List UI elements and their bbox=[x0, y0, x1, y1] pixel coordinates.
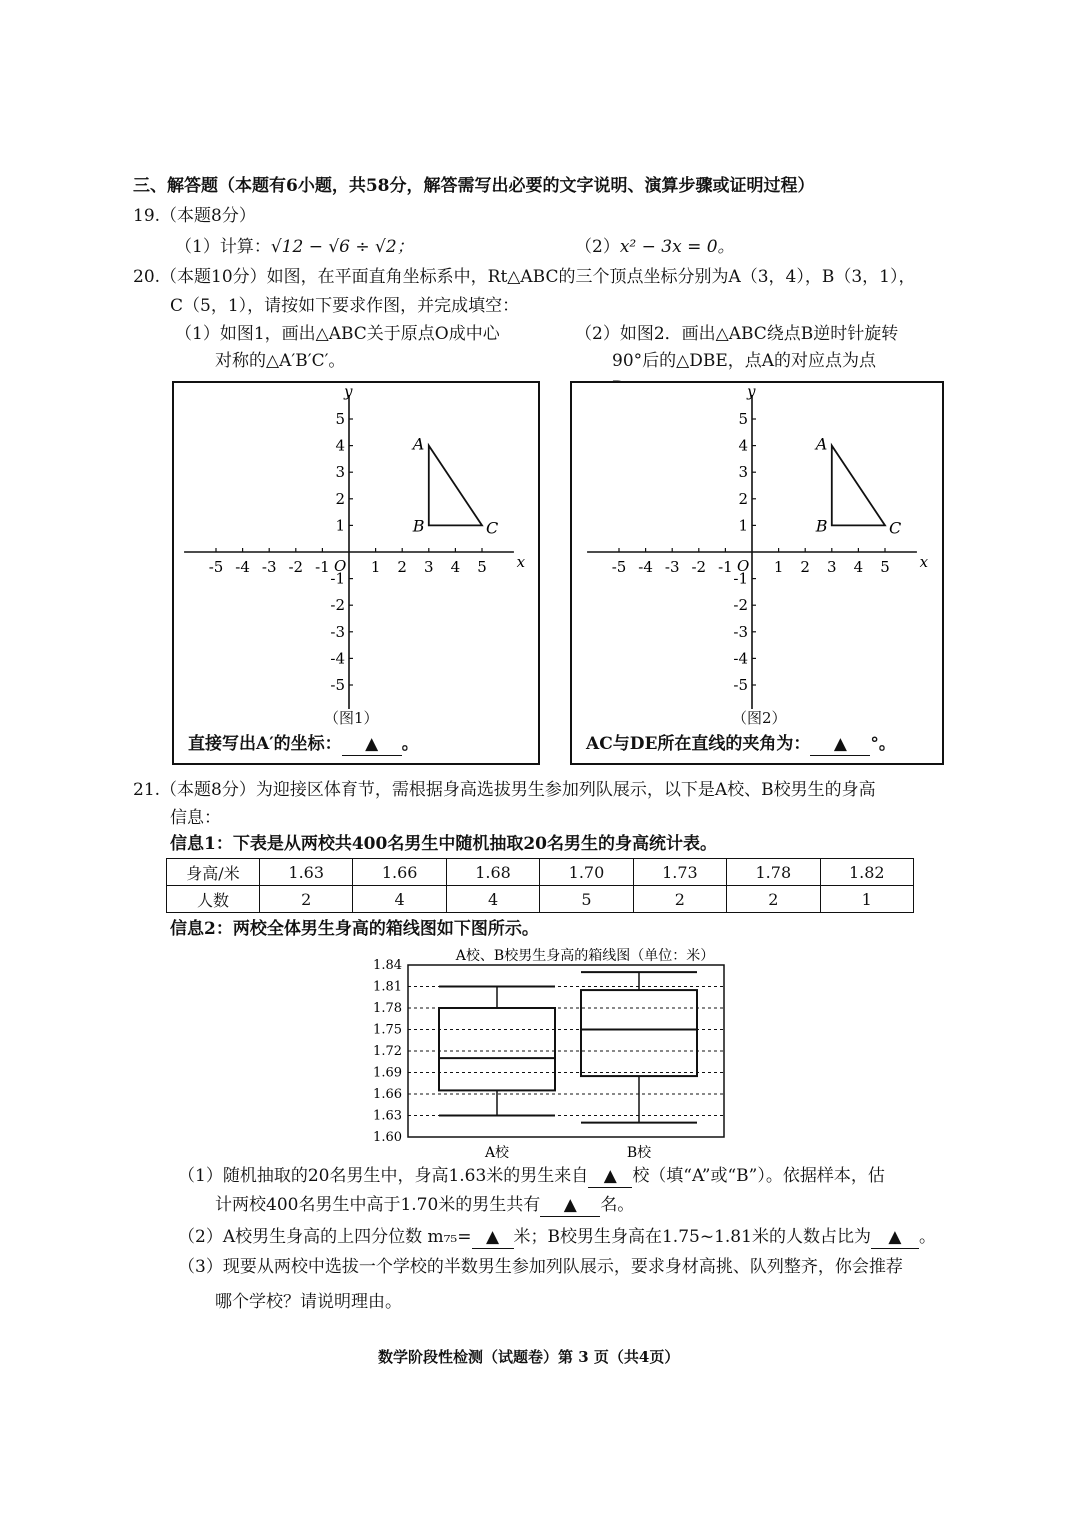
x-axis-label: x bbox=[919, 553, 929, 571]
table-row bbox=[167, 886, 914, 913]
q21-header: 21.（本题8分）为迎接区体育节，需根据身高选拔男生参加列队展示，以下是A校、B校男生的身高 bbox=[133, 780, 876, 800]
y-tick-label: 3 bbox=[335, 463, 345, 482]
y-tick-label: 1.63 bbox=[373, 1108, 402, 1124]
figure-1 bbox=[172, 381, 540, 765]
x-tick-label: -4 bbox=[235, 558, 250, 576]
y-axis-label: y bbox=[344, 383, 353, 401]
table-row-label: 身高/米 bbox=[167, 859, 260, 886]
q21-q1-text-a: （1）随机抽取的20名男生中，身高1.63米的男生来自 bbox=[178, 1166, 589, 1186]
table-cell: 1.82 bbox=[820, 859, 913, 886]
q20-part1-line2: 对称的△A′B′C′。 bbox=[215, 351, 346, 371]
figure-1-caption: （图1） bbox=[324, 709, 379, 727]
x-tick-label: 3 bbox=[827, 558, 837, 576]
y-tick-label: -3 bbox=[330, 622, 345, 641]
q20-header2: C（5，1），请按如下要求作图，并完成填空： bbox=[170, 296, 520, 316]
origin-label: O bbox=[334, 557, 347, 575]
x-tick-label: -2 bbox=[691, 558, 707, 576]
table-cell: 1.70 bbox=[540, 859, 633, 886]
y-tick-label: 1.72 bbox=[373, 1044, 402, 1059]
x-tick-label: 4 bbox=[853, 558, 864, 576]
x-tick-label: 3 bbox=[424, 558, 434, 576]
y-tick-label: -4 bbox=[330, 649, 345, 668]
point-b-label: B bbox=[815, 516, 828, 536]
y-tick-label: -2 bbox=[733, 596, 748, 615]
q21-q1-blank-2[interactable]: ▲ bbox=[540, 1194, 600, 1217]
table-cell: 5 bbox=[540, 886, 633, 913]
y-axis-label: y bbox=[747, 383, 756, 401]
table-cell: 4 bbox=[446, 886, 539, 913]
q21-q2-blank-1[interactable]: ▲ bbox=[472, 1226, 514, 1249]
y-tick-label: -4 bbox=[733, 649, 748, 668]
q21-q1-text-c: 计两校400名男生中高于1.70米的男生共有 bbox=[215, 1195, 541, 1215]
table-cell: 1.66 bbox=[353, 859, 446, 886]
figure-2-answer bbox=[586, 733, 896, 756]
coordinate-grid-2 bbox=[572, 383, 942, 763]
x-tick-label: -5 bbox=[208, 558, 224, 576]
x-tick-label: -4 bbox=[638, 558, 653, 576]
q21-q1-text-b: 校（填“A”或“B”）。依据样本，估 bbox=[632, 1166, 885, 1186]
x-tick-label: 4 bbox=[450, 558, 461, 576]
q21-q2-blank-2[interactable]: ▲ bbox=[871, 1226, 919, 1249]
y-tick-label: 1 bbox=[738, 516, 748, 535]
figure-1-answer bbox=[188, 733, 419, 756]
y-tick-label: 2 bbox=[335, 489, 345, 508]
x-tick-label: -2 bbox=[288, 558, 304, 576]
triangle-abc bbox=[429, 446, 482, 526]
q21-q2-text-b: 米；B校男生身高在1.75~1.81米的人数占比为 bbox=[513, 1227, 871, 1247]
triangle-abc bbox=[832, 446, 885, 526]
table-cell: 1.78 bbox=[727, 859, 820, 886]
figure-2-caption: （图2） bbox=[732, 709, 787, 727]
y-tick-label: 4 bbox=[335, 436, 345, 455]
y-tick-label: 5 bbox=[335, 410, 345, 428]
table-row-label: 人数 bbox=[167, 886, 260, 913]
y-tick-label: -5 bbox=[330, 676, 345, 694]
boxplot-chart bbox=[360, 940, 740, 1165]
q21-q2-text-c: 。 bbox=[918, 1227, 936, 1247]
table-cell: 4 bbox=[353, 886, 446, 913]
y-tick-label: 1.60 bbox=[373, 1130, 402, 1145]
table-cell: 2 bbox=[727, 886, 820, 913]
y-tick-label: 1.81 bbox=[373, 979, 402, 995]
q21-q2-text-a: （2）A校男生身高的上四分位数 m₇₅= bbox=[178, 1227, 472, 1247]
y-tick-label: 5 bbox=[738, 410, 748, 428]
q21-q3-line1: （3）现要从两校中选拔一个学校的半数男生参加列队展示，要求身材高挑、队列整齐，你会推荐 bbox=[178, 1257, 903, 1277]
q21-q2-line bbox=[178, 1226, 936, 1249]
y-tick-label: 4 bbox=[738, 436, 748, 455]
figure-2-answer-tail: °。 bbox=[870, 734, 896, 754]
table-cell: 2 bbox=[633, 886, 726, 913]
figure-2 bbox=[570, 381, 944, 765]
q20-part2-line1: （2）如图2．画出△ABC绕点B逆时针旋转 bbox=[575, 324, 899, 344]
y-tick-label: -3 bbox=[733, 622, 748, 641]
q21-info1: 信息1：下表是从两校共400名男生中随机抽取20名男生的身高统计表。 bbox=[170, 834, 717, 854]
q20-part2-line2: 90°后的△DBE，点A的对应点为点 bbox=[612, 351, 877, 371]
q19-part1 bbox=[175, 236, 414, 258]
q19-part1-expr: √12 − √6 ÷ √2； bbox=[270, 237, 414, 257]
coordinate-grid-1 bbox=[174, 383, 538, 763]
table-row bbox=[167, 859, 914, 886]
y-tick-label: 1.69 bbox=[373, 1065, 402, 1081]
figure-1-answer-blank[interactable]: ▲ bbox=[342, 733, 402, 756]
point-c-label: C bbox=[486, 518, 499, 538]
figure-1-answer-prompt: 直接写出A′的坐标： bbox=[188, 734, 342, 754]
x-tick-label: -1 bbox=[718, 558, 733, 576]
point-b-label: B bbox=[412, 516, 425, 536]
category-label: B校 bbox=[626, 1145, 652, 1161]
q19-header: 19.（本题8分） bbox=[133, 206, 256, 226]
height-table bbox=[166, 858, 914, 913]
x-tick-label: -3 bbox=[664, 558, 680, 576]
q19-part2-label: （2） bbox=[575, 237, 620, 257]
q21-info2: 信息2：两校全体男生身高的箱线图如下图所示。 bbox=[170, 919, 539, 939]
q21-header2: 信息： bbox=[170, 808, 221, 828]
q21-q1-line2 bbox=[215, 1194, 634, 1217]
y-tick-label: -2 bbox=[330, 596, 345, 615]
table-cell: 1.63 bbox=[260, 859, 353, 886]
category-label: A校 bbox=[484, 1145, 510, 1161]
q19-part2-expr: x² − 3x = 0。 bbox=[619, 237, 735, 257]
point-a-label: A bbox=[815, 434, 828, 454]
figure-2-answer-blank[interactable]: ▲ bbox=[810, 733, 870, 756]
figure-1-answer-tail: 。 bbox=[401, 734, 419, 754]
y-tick-label: 1.78 bbox=[373, 1001, 402, 1016]
page-footer: 数学阶段性检测（试题卷）第 3 页（共4页） bbox=[378, 1348, 680, 1366]
box-b bbox=[581, 972, 697, 1122]
x-tick-label: 1 bbox=[773, 558, 784, 576]
origin-label: O bbox=[737, 557, 750, 575]
q20-header: 20.（本题10分）如图，在平面直角坐标系中，Rt△ABC的三个顶点坐标分别为A（3，4），B（3，1）， bbox=[133, 267, 916, 287]
q19-part1-label: （1）计算： bbox=[175, 237, 271, 257]
y-tick-label: -1 bbox=[733, 569, 748, 588]
x-tick-label: -1 bbox=[315, 558, 330, 576]
table-cell: 1.73 bbox=[633, 859, 726, 886]
section-title: 三、解答题（本题有6小题，共58分，解答需写出必要的文字说明、演算步骤或证明过程） bbox=[133, 176, 815, 196]
x-tick-label: -3 bbox=[261, 558, 277, 576]
x-tick-label: -5 bbox=[611, 558, 627, 576]
x-tick-label: 5 bbox=[880, 558, 890, 576]
point-a-label: A bbox=[412, 434, 425, 454]
y-tick-label: 1 bbox=[335, 516, 345, 535]
table-cell: 2 bbox=[260, 886, 353, 913]
axes bbox=[184, 383, 525, 709]
point-c-label: C bbox=[889, 518, 902, 538]
iqr-box bbox=[581, 990, 697, 1076]
boxplot-title: A校、B校男生身高的箱线图（单位：米） bbox=[455, 948, 715, 964]
axes bbox=[587, 383, 928, 709]
table-cell: 1.68 bbox=[446, 859, 539, 886]
q21-q3-line2: 哪个学校？请说明理由。 bbox=[215, 1292, 402, 1312]
q19-part2 bbox=[575, 236, 735, 258]
table-cell: 1 bbox=[820, 886, 913, 913]
y-tick-label: 2 bbox=[738, 489, 748, 508]
y-tick-label: -5 bbox=[733, 676, 748, 694]
x-tick-label: 2 bbox=[800, 558, 810, 576]
iqr-box bbox=[439, 1008, 555, 1090]
q21-q1-text-d: 名。 bbox=[600, 1195, 635, 1215]
x-axis-label: x bbox=[516, 553, 526, 571]
q20-part1-line1: （1）如图1，画出△ABC关于原点O成中心 bbox=[175, 324, 500, 344]
y-tick-label: 3 bbox=[738, 463, 748, 482]
x-tick-label: 1 bbox=[370, 558, 381, 576]
q21-q1-line1 bbox=[178, 1165, 885, 1188]
figure-2-answer-prompt: AC与DE所在直线的夹角为： bbox=[586, 734, 811, 754]
y-tick-label: 1.84 bbox=[373, 958, 402, 973]
x-tick-label: 2 bbox=[397, 558, 407, 576]
y-tick-label: -1 bbox=[330, 569, 345, 588]
x-tick-label: 5 bbox=[477, 558, 487, 576]
y-tick-label: 1.66 bbox=[373, 1087, 402, 1102]
y-tick-label: 1.75 bbox=[373, 1022, 402, 1038]
q21-q1-blank-1[interactable]: ▲ bbox=[588, 1165, 632, 1188]
